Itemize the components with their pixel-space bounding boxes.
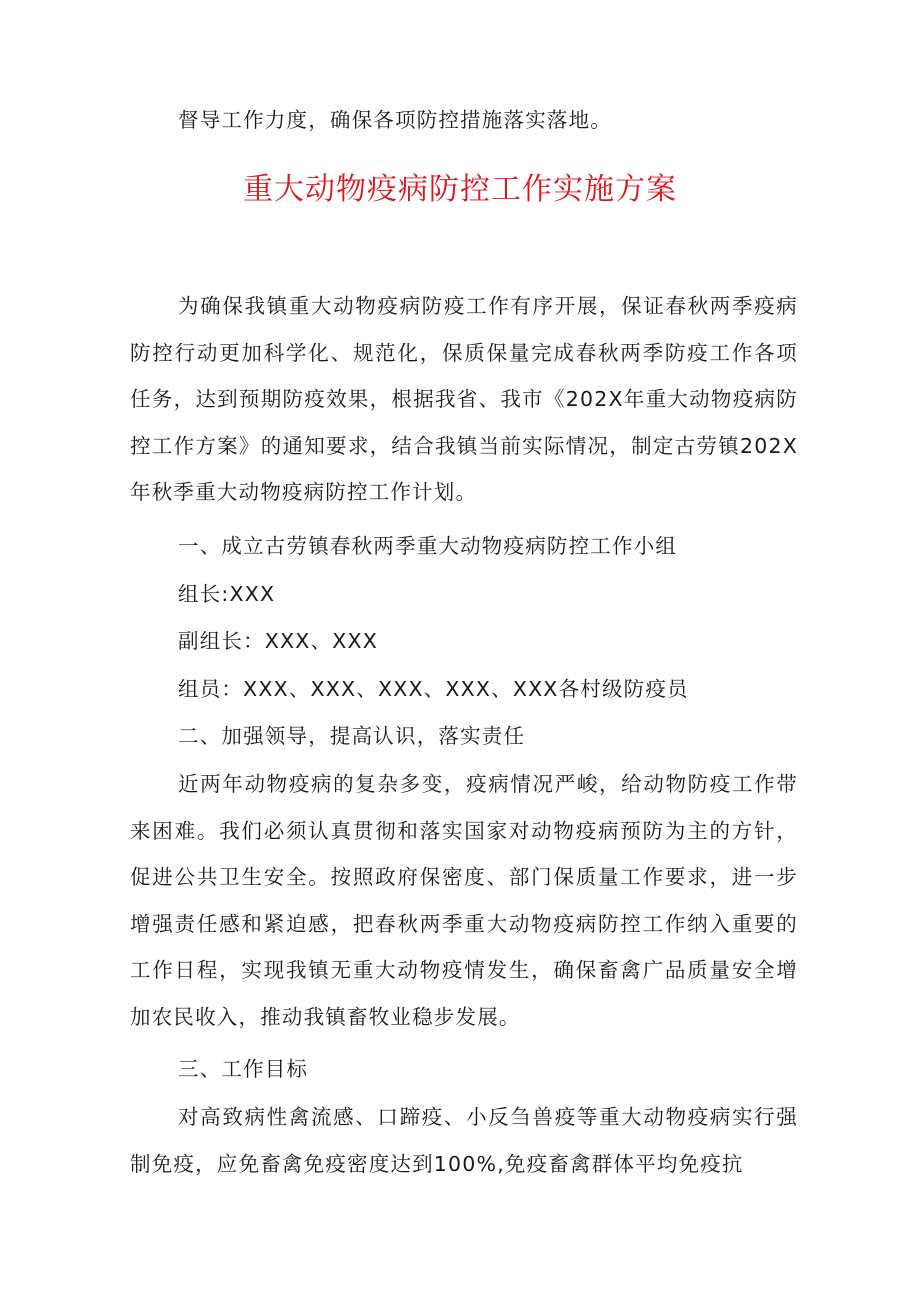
document-title: 重大动物疫病防控工作实施方案 [243,172,677,207]
deputy-leader-line: 副组长：XXX、XXX [178,629,378,653]
continued-paragraph: 督导工作力度，确保各项防控措施落实落地。 [178,108,612,132]
section2-heading: 二、加强领导，提高认识，落实责任 [178,724,526,748]
intro-paragraph: 为确保我镇重大动物疫病防疫工作有序开展，保证春秋两季疫病防控行动更加科学化、规范化，保质保量完成春秋两季防疫工作各项任务，达到预期防疫效果，根据我省、我市《202X年重大动物疫病防控工作方案》的通知要求，结合我镇当前实际情况，制定古劳镇202X年秋季重大动物疫病防控工作计划。 [130,294,798,504]
section3-heading: 三、工作目标 [178,1057,309,1081]
section2-paragraph: 近两年动物疫病的复杂多变，疫病情况严峻，给动物防疫工作带来困难。我们必须认真贯彻和落实国家对动物疫病预防为主的方针，促进公共卫生安全。按照政府保密度、部门保质量工作要求，进一步增强责任感和紧迫感，把春秋两季重大动物疫病防控工作纳入重要的工作日程，实现我镇无重大动物疫情发生，确保畜禽广品质量安全增加农民收入，推动我镇畜牧业稳步发展。 [130,772,798,1029]
group-members-line: 组员：XXX、XXX、XXX、XXX、XXX各村级防疫员 [178,677,689,701]
section1-heading: 一、成立古劳镇春秋两季重大动物疫病防控工作小组 [178,534,678,558]
group-leader-line: 组长:XXX [178,582,276,606]
section3-paragraph: 对高致病性禽流感、口蹄疫、小反刍兽疫等重大动物疫病实行强制免疫，应免畜禽免疫密度达到100%,免疫畜禽群体平均免疫抗 [130,1105,798,1176]
